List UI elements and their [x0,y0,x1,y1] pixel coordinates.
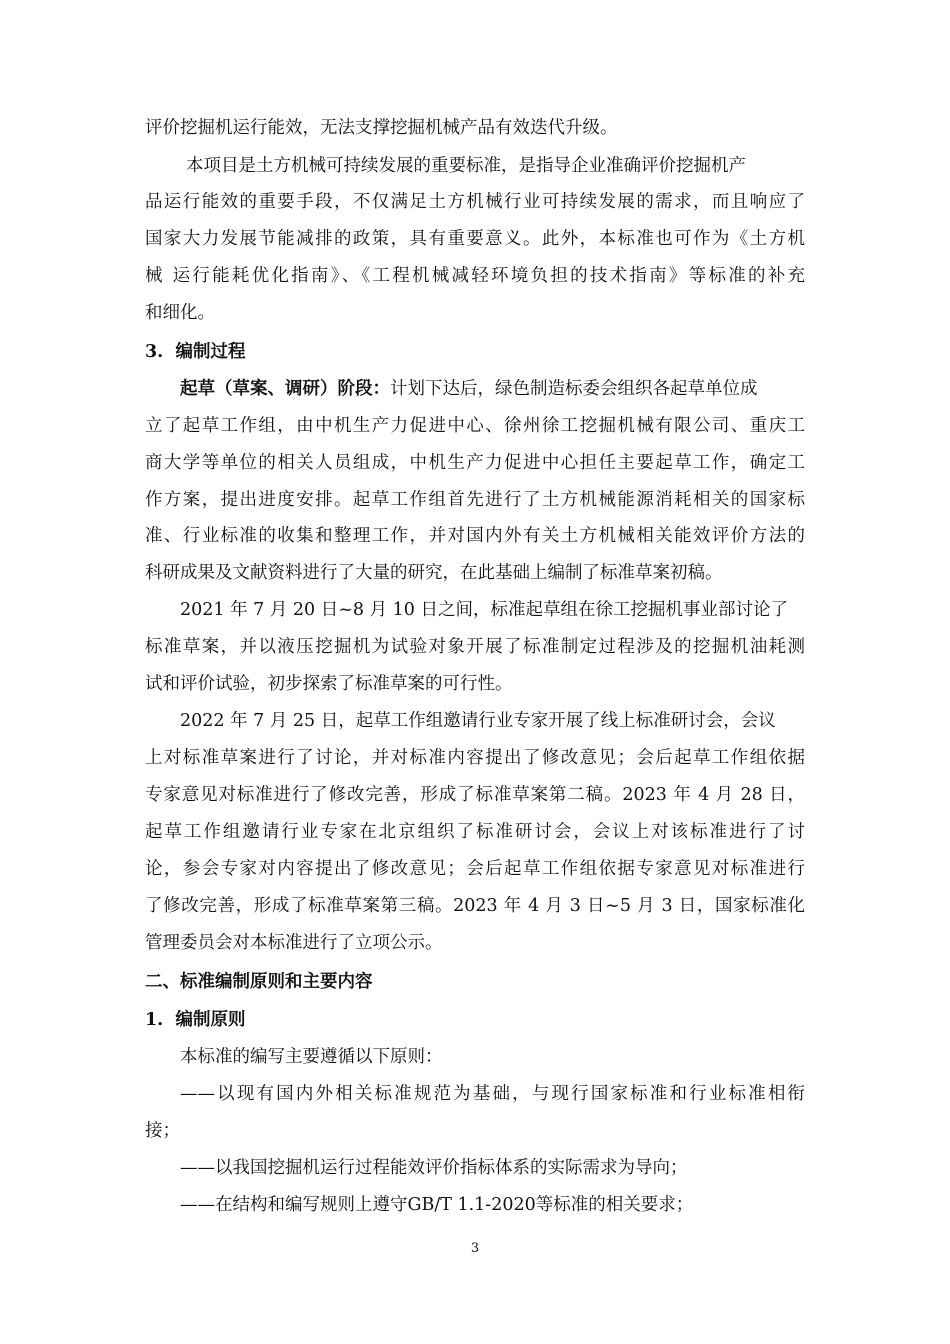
paragraph-line: 起草工作组邀请行业专家在北京组织了标准研讨会，会议上对该标准进行了讨 [145,822,805,842]
paragraph-line: 专家意见对标准进行了修改完善，形成了标准草案第二稿。2023 年 4 月 28 日， [145,785,805,805]
paragraph-line: 立了起草工作组，由中机生产力促进中心、徐州徐工挖掘机械有限公司、重庆工 [145,416,805,436]
paragraph-line: 准、行业标准的收集和整理工作，并对国内外有关土方机械相关能效评价方法的 [145,526,805,546]
paragraph-line: 了修改完善，形成了标准草案第三稿。2023 年 4 月 3 日~5 月 3 日，国家标准化 [145,896,805,916]
paragraph-line-stage [180,377,805,401]
paragraph-line: 作方案，提出进度安排。起草工作组首先进行了土方机械能源消耗相关的国家标 [145,490,805,510]
paragraph-line: 2022 年 7 月 25 日，起草工作组邀请行业专家开展了线上标准研讨会，会议 [180,711,776,731]
paragraph-line: 和细化。 [145,303,215,323]
stage-text: 计划下达后，绿色制造标委会组织各起草单位成 [390,379,758,399]
paragraph-line: 械 运行能耗优化指南》、《工程机械减轻环境负担的技术指南》等标准的补充 [145,266,805,286]
stage-label: 起草（草案、调研）阶段： [180,379,390,399]
paragraph-line: 标准草案，并以液压挖掘机为试验对象开展了标准制定过程涉及的挖掘机油耗测 [145,637,805,657]
list-item-continuation: 接； [145,1121,180,1141]
paragraph-line: 试和评价试验，初步探索了标准草案的可行性。 [145,674,513,694]
paragraph-line: 本项目是土方机械可持续发展的重要标准，是指导企业准确评价挖掘机产 [186,156,746,176]
paragraph-line: 2021 年 7 月 20 日~8 月 10 日之间，标准起草组在徐工挖掘机事业部讨论了 [180,600,789,620]
paragraph-line: 商大学等单位的相关人员组成，中机生产力促进中心担任主要起草工作，确定工 [145,453,805,473]
paragraph-line: 科研成果及文献资料进行了大量的研究，在此基础上编制了标准草案初稿。 [145,563,723,583]
paragraph-line: 评价挖掘机运行能效，无法支撑挖掘机械产品有效迭代升级。 [145,118,618,138]
section-heading: 1. 编制原则 [145,1010,246,1030]
paragraph-line: 上对标准草案进行了讨论，并对标准内容提出了修改意见；会后起草工作组依据 [145,748,805,768]
page-number: 3 [470,1241,480,1256]
paragraph-line: 国家大力发展节能减排的政策，具有重要意义。此外，本标准也可作为《土方机 [145,229,805,249]
paragraph-line: 论，参会专家对内容提出了修改意见；会后起草工作组依据专家意见对标准进行 [145,859,805,879]
paragraph-line: 管理委员会对本标准进行了立项公示。 [145,933,443,953]
list-item: ——以现有国内外相关标准规范为基础，与现行国家标准和行业标准相衔 [180,1084,805,1104]
section-heading: 3. 编制过程 [145,342,246,362]
section-heading: 二、标准编制原则和主要内容 [145,972,373,992]
paragraph-line: 品运行能效的重要手段，不仅满足土方机械行业可持续发展的需求，而且响应了 [145,192,805,212]
list-item: ——在结构和编写规则上遵守GB/T 1.1-2020等标准的相关要求； [180,1195,694,1215]
list-item: ——以我国挖掘机运行过程能效评价指标体系的实际需求为导向； [180,1158,688,1178]
paragraph-line: 本标准的编写主要遵循以下原则： [180,1047,443,1067]
